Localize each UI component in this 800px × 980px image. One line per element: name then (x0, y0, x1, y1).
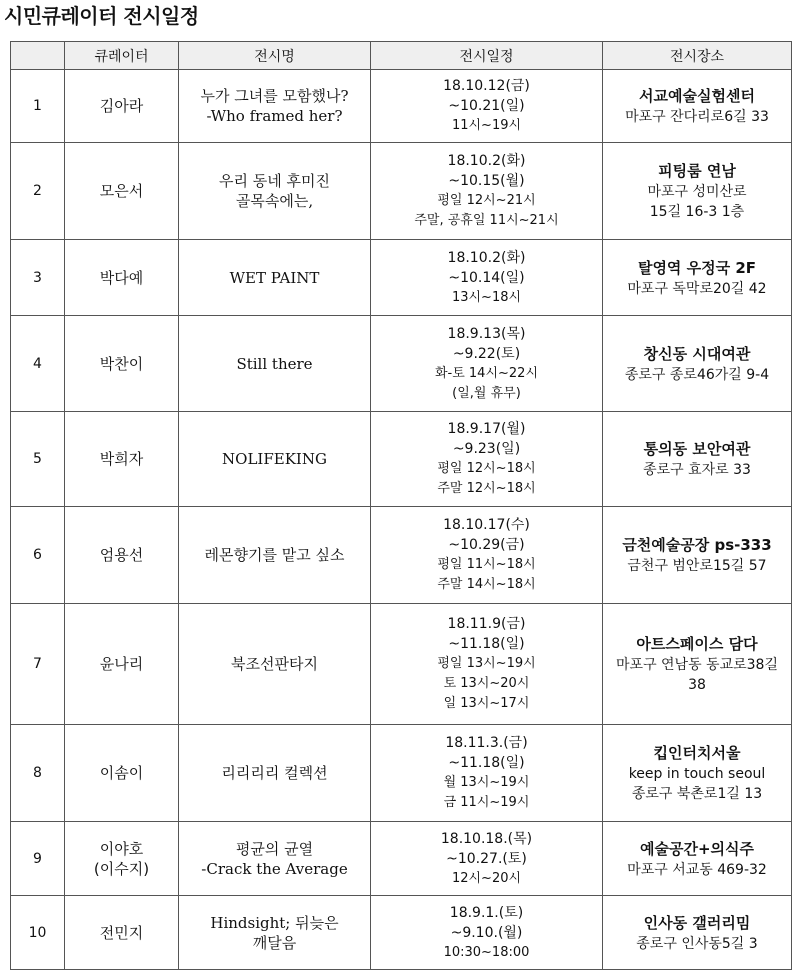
exhibition-venue-cell (603, 143, 792, 240)
opening-hours: 10:30~18:00 (443, 944, 530, 960)
exhibition-title-cell (179, 604, 371, 725)
row-number: 8 (11, 725, 65, 822)
exhibition-title-line: Hindsight; 뒤늦은 (210, 913, 339, 932)
venue-address: keep in touch seoul (628, 766, 766, 782)
venue-name: 탈영역 우정국 2F (637, 258, 757, 277)
opening-hours: 일 13시~17시 (443, 696, 530, 711)
opening-hours: 토 13시~20시 (443, 676, 530, 691)
row-number: 2 (11, 143, 65, 240)
opening-hours: 화-토 14시~22시 (434, 365, 539, 381)
exhibition-period-cell (371, 143, 603, 240)
exhibition-period-cell (371, 896, 603, 970)
exhibition-date: 18.11.9(금) (447, 616, 526, 632)
venue-address: 15길 16-3 1층 (649, 204, 745, 220)
opening-hours: 주말 14시~18시 (437, 577, 536, 592)
table-row (11, 70, 792, 143)
venue-name: 피팅룸 연남 (658, 162, 736, 180)
exhibition-date: ~9.22(토) (452, 345, 521, 362)
exhibition-title-cell (179, 725, 371, 822)
exhibition-venue-cell (603, 70, 792, 143)
exhibition-date: 18.9.17(월) (447, 421, 526, 437)
exhibition-venue-cell (603, 316, 792, 412)
curator-cell (65, 412, 179, 507)
opening-hours: (일,월 휴무) (452, 385, 521, 401)
exhibition-date: ~11.18(일) (448, 636, 525, 652)
table-row (11, 240, 792, 316)
exhibition-date: 18.10.2(화) (447, 249, 526, 266)
table-row (11, 507, 792, 604)
venue-name: 서교예술실험센터 (639, 87, 755, 105)
exhibition-venue-cell (603, 725, 792, 822)
exhibition-title-cell (179, 412, 371, 507)
table-row (11, 316, 792, 412)
exhibition-title-line: -Crack the Average (201, 859, 348, 878)
venue-address: 마포구 연남동 동교로38길 (616, 657, 778, 673)
curator-cell (65, 143, 179, 240)
opening-hours: 평일 13시~19시 (437, 656, 536, 671)
curator-cell (65, 70, 179, 143)
exhibition-venue-cell (603, 240, 792, 316)
exhibition-title-line: Still there (236, 354, 313, 373)
exhibition-title-line: NOLIFEKING (222, 450, 327, 468)
venue-address: 종로구 북촌로1길 13 (631, 786, 763, 802)
curator-name: (이수지) (93, 859, 150, 878)
header-curator: 큐레이터 (65, 42, 179, 70)
venue-address: 마포구 성미산로 (647, 184, 747, 200)
exhibition-title-cell (179, 70, 371, 143)
venue-name: 아트스페이스 담다 (636, 635, 758, 653)
exhibition-title-line: 북조선판타지 (231, 655, 318, 673)
row-number: 3 (11, 240, 65, 316)
header-exhibition-title: 전시명 (179, 42, 371, 70)
curator-name: 김아라 (99, 97, 144, 115)
exhibition-title-line: 골목속에는, (235, 192, 314, 210)
exhibition-date: ~10.15(월) (448, 173, 525, 189)
curator-name: 이솜이 (99, 764, 144, 782)
exhibition-schedule-table (10, 41, 792, 970)
venue-address: 종로구 효자로 33 (643, 462, 751, 478)
venue-address: 종로구 종로46가길 9-4 (624, 366, 770, 383)
exhibition-date: ~11.18(일) (448, 755, 525, 771)
curator-cell (65, 725, 179, 822)
opening-hours: 12시~20시 (451, 870, 522, 886)
row-number: 7 (11, 604, 65, 725)
venue-name: 예술공간+의식주 (640, 839, 754, 858)
exhibition-date: 18.9.1.(토) (449, 904, 524, 921)
exhibition-title-line: 평균의 균열 (235, 839, 314, 858)
venue-address: 38 (688, 677, 706, 693)
exhibition-title-line: WET PAINT (229, 268, 320, 287)
curator-cell (65, 604, 179, 725)
page-title: 시민큐레이터 전시일정 (4, 4, 199, 28)
venue-name: 통의동 보안여관 (643, 440, 751, 458)
venue-address: 마포구 잔다리로6길 33 (625, 109, 769, 125)
venue-name: 금천예술공장 ps-333 (622, 536, 772, 554)
exhibition-title-line: 누가 그녀를 모함했나? (200, 87, 349, 105)
exhibition-title-line: 레몬향기를 맡고 싶소 (204, 546, 345, 564)
venue-address: 금천구 범안로15길 57 (627, 558, 767, 574)
exhibition-date: 18.10.17(수) (443, 517, 530, 533)
curator-cell (65, 316, 179, 412)
exhibition-title-cell (179, 143, 371, 240)
header-number (11, 42, 65, 70)
opening-hours: 평일 12시~18시 (437, 461, 536, 476)
exhibition-title-line: 우리 동네 후미진 (219, 172, 330, 190)
curator-name: 윤나리 (99, 655, 144, 673)
table-row (11, 412, 792, 507)
venue-address: 마포구 서교동 469-32 (627, 861, 767, 878)
curator-name: 모은서 (99, 182, 144, 200)
table-row (11, 604, 792, 725)
venue-name: 인사동 갤러리밈 (643, 913, 751, 932)
exhibition-venue-cell (603, 604, 792, 725)
venue-name: 킵인터치서울 (653, 744, 741, 762)
exhibition-venue-cell (603, 822, 792, 896)
curator-name: 박희자 (99, 450, 144, 468)
table-row (11, 143, 792, 240)
exhibition-venue-cell (603, 507, 792, 604)
exhibition-date: 18.10.12(금) (443, 78, 530, 94)
venue-address: 종로구 인사동5길 3 (636, 935, 758, 952)
curator-name: 이야호 (99, 839, 144, 858)
exhibition-date: ~10.14(일) (448, 269, 525, 286)
row-number: 1 (11, 70, 65, 143)
exhibition-period-cell (371, 412, 603, 507)
header-row (11, 42, 792, 70)
row-number: 6 (11, 507, 65, 604)
exhibition-period-cell (371, 70, 603, 143)
exhibition-date: 18.10.18.(목) (440, 830, 533, 847)
exhibition-title-cell (179, 822, 371, 896)
exhibition-date: ~10.27.(토) (446, 850, 527, 867)
table-row (11, 725, 792, 822)
row-number: 5 (11, 412, 65, 507)
table-row (11, 822, 792, 896)
exhibition-title-cell (179, 896, 371, 970)
table-row (11, 896, 792, 970)
curator-cell (65, 240, 179, 316)
curator-name: 엄용선 (99, 546, 144, 564)
exhibition-period-cell (371, 822, 603, 896)
exhibition-venue-cell (603, 896, 792, 970)
exhibition-venue-cell (603, 412, 792, 507)
exhibition-title-line: -Who framed her? (206, 107, 343, 125)
exhibition-date: 18.9.13(목) (447, 325, 526, 342)
exhibition-title-cell (179, 240, 371, 316)
exhibition-title-cell (179, 507, 371, 604)
opening-hours: 주말, 공휴일 11시~21시 (414, 213, 559, 228)
exhibition-title-line: 깨달음 (252, 933, 297, 952)
curator-name: 전민지 (99, 923, 144, 942)
curator-name: 박찬이 (99, 354, 144, 373)
exhibition-title-line: 리리리리 컬렉션 (221, 764, 328, 782)
opening-hours: 주말 12시~18시 (437, 481, 536, 496)
venue-name: 창신동 시대여관 (643, 344, 751, 363)
exhibition-date: ~10.21(일) (448, 98, 525, 114)
exhibition-period-cell (371, 604, 603, 725)
header-exhibition-venue: 전시장소 (603, 42, 792, 70)
header-exhibition-period: 전시일정 (371, 42, 603, 70)
opening-hours: 금 11시~19시 (443, 795, 530, 810)
exhibition-period-cell (371, 240, 603, 316)
opening-hours: 월 13시~19시 (443, 775, 530, 790)
row-number: 4 (11, 316, 65, 412)
exhibition-period-cell (371, 507, 603, 604)
curator-cell (65, 507, 179, 604)
curator-cell (65, 822, 179, 896)
venue-address: 마포구 독막로20길 42 (627, 280, 767, 297)
exhibition-date: ~9.23(일) (452, 441, 521, 457)
row-number: 9 (11, 822, 65, 896)
curator-name: 박다예 (99, 268, 144, 287)
opening-hours: 평일 12시~21시 (437, 193, 536, 208)
exhibition-date: ~9.10.(월) (450, 924, 523, 941)
curator-cell (65, 896, 179, 970)
exhibition-period-cell (371, 316, 603, 412)
opening-hours: 11시~19시 (451, 118, 522, 133)
row-number: 10 (11, 896, 65, 970)
exhibition-title-cell (179, 316, 371, 412)
exhibition-period-cell (371, 725, 603, 822)
opening-hours: 13시~18시 (451, 289, 522, 305)
exhibition-date: ~10.29(금) (448, 537, 525, 553)
exhibition-date: 18.11.3.(금) (445, 735, 528, 751)
opening-hours: 평일 11시~18시 (437, 557, 536, 572)
exhibition-date: 18.10.2(화) (447, 153, 526, 169)
